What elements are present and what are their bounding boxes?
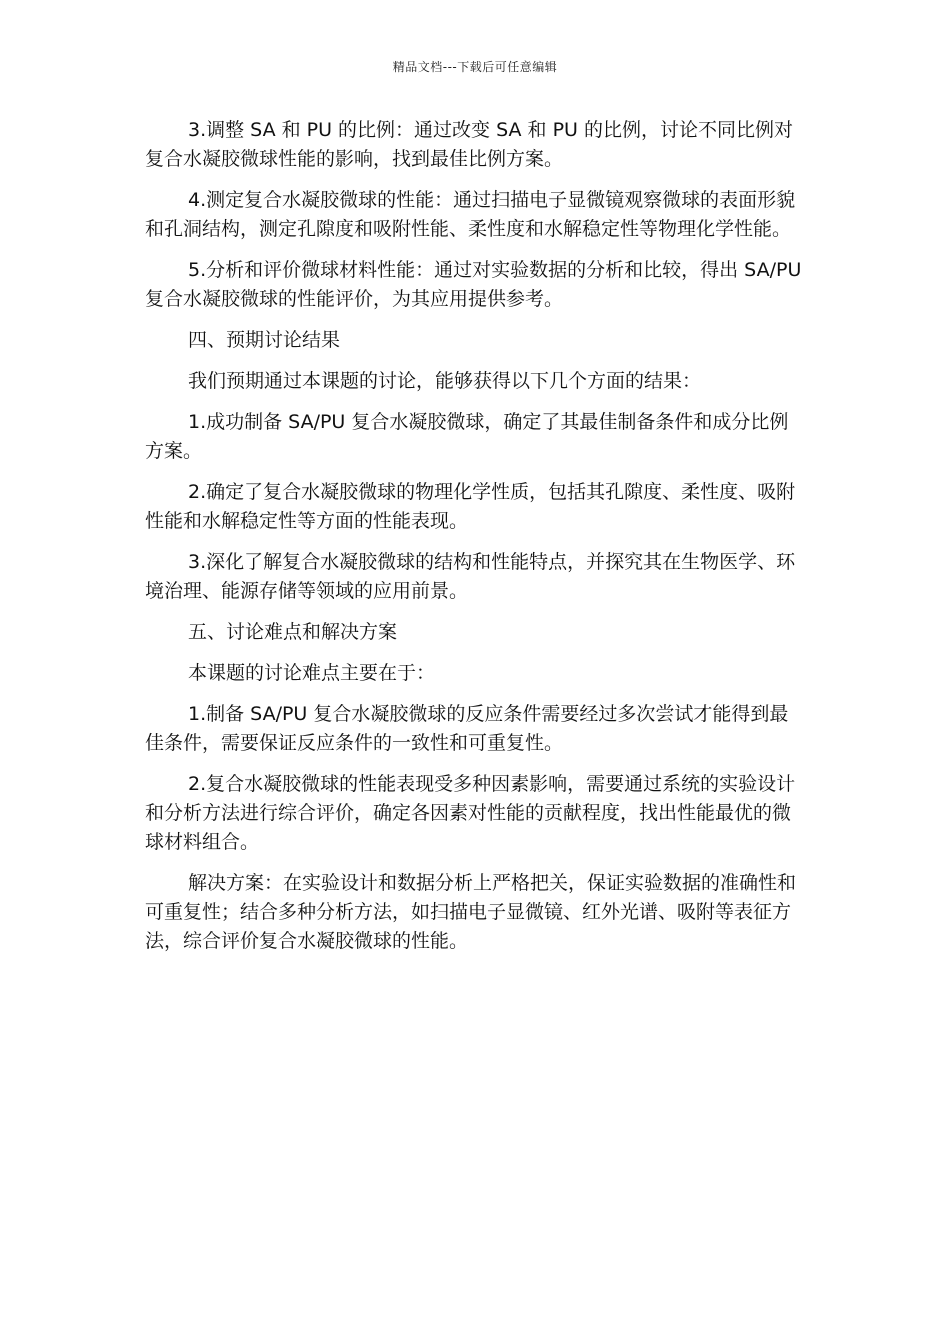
paragraph-difficulty-1: 1.制备 SA/PU 复合水凝胶微球的反应条件需要经过多次尝试才能得到最佳条件，需要保证反应条件的一致性和可重复性。 (145, 703, 789, 754)
paragraph-result-3: 3.深化了解复合水凝胶微球的结构和性能特点，并探究其在生物医学、环境治理、能源存储等领域的应用前景。 (145, 551, 796, 602)
paragraph-result-2: 2.确定了复合水凝胶微球的物理化学性质，包括其孔隙度、柔性度、吸附性能和水解稳定性等方面的性能表现。 (145, 481, 796, 532)
paragraph-difficulties-intro: 本课题的讨论难点主要在于： (188, 662, 436, 684)
page-header: 精品文档---下载后可任意编辑 (392, 60, 558, 74)
paragraph-step-3: 3.调整 SA 和 PU 的比例：通过改变 SA 和 PU 的比例，讨论不同比例对复合水凝胶微球性能的影响，找到最佳比例方案。 (145, 119, 793, 170)
paragraph-result-1: 1.成功制备 SA/PU 复合水凝胶微球，确定了其最佳制备条件和成分比例方案。 (145, 411, 789, 462)
paragraph-solution: 解决方案：在实验设计和数据分析上严格把关，保证实验数据的准确性和可重复性；结合多种分析方法，如扫描电子显微镜、红外光谱、吸附等表征方法，综合评价复合水凝胶微球的性能。 (145, 872, 797, 952)
section-heading-expected-results: 四、预期讨论结果 (188, 329, 341, 351)
paragraph-step-5: 5.分析和评价微球材料性能：通过对实验数据的分析和比较，得出 SA/PU 复合水凝胶微球的性能评价，为其应用提供参考。 (145, 259, 802, 310)
paragraph-difficulty-2: 2.复合水凝胶微球的性能表现受多种因素影响，需要通过系统的实验设计和分析方法进行综合评价，确定各因素对性能的贡献程度，找出性能最优的微球材料组合。 (145, 773, 796, 853)
document-body (145, 116, 805, 968)
paragraph-step-4: 4.测定复合水凝胶微球的性能：通过扫描电子显微镜观察微球的表面形貌和孔洞结构，测定孔隙度和吸附性能、柔性度和水解稳定性等物理化学性能。 (145, 189, 796, 240)
section-heading-difficulties: 五、讨论难点和解决方案 (188, 621, 398, 643)
paragraph-results-intro: 我们预期通过本课题的讨论，能够获得以下几个方面的结果： (188, 370, 702, 392)
